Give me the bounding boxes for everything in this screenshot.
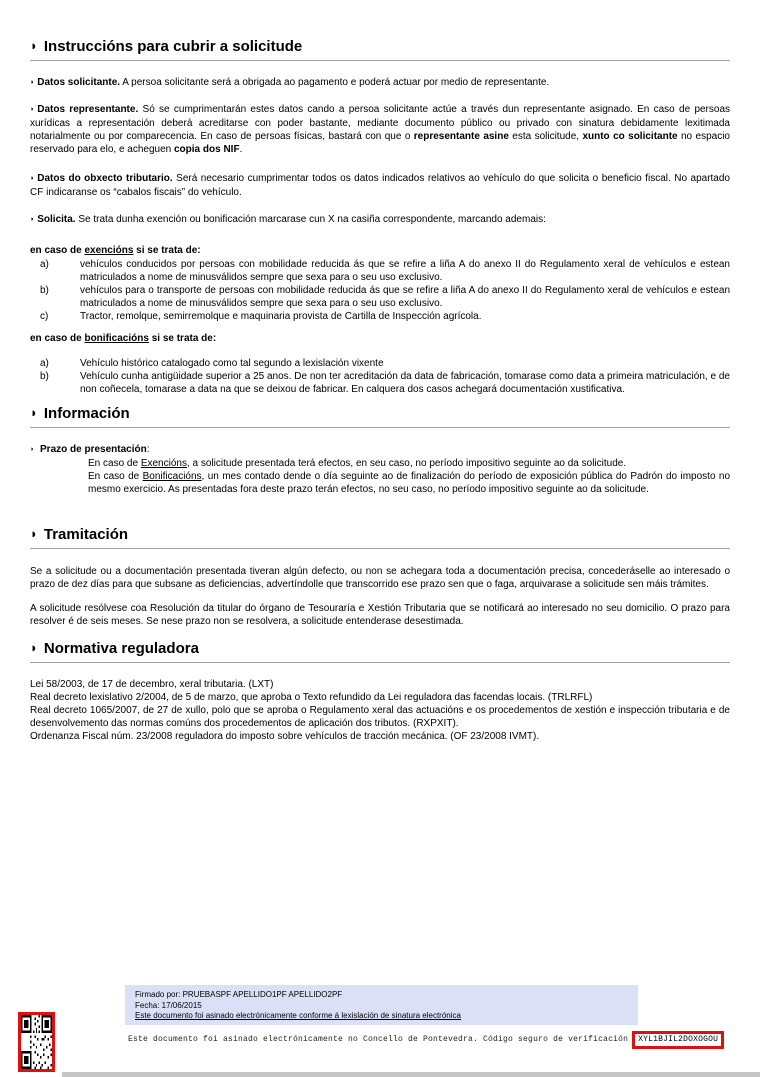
normativa-line: Real decreto 1065/2007, de 27 de xullo, polo que se aproba o Regulamento xeral das actuacións e os procedementos de xestión e inspección tributaria e de desenvolvemento das normas comúns dos procedementos de aplicación dos tributos. (RXPXIT). [30, 705, 730, 729]
section-header-normativa [30, 640, 730, 663]
tramitacion-paragraph: A solicitude resólvese coa Resolución da titular do órgano de Tesouraría e Xestión Tributaria que se notificará ao interesado no seu domicilio. O prazo para resolver é de seis meses. Se nese prazo non se resolvera, a solicitude entenderase desestimada. [30, 603, 730, 627]
page-edge [62, 1072, 760, 1077]
section-bullet-icon: ◗ [30, 38, 38, 53]
para-datos-solicitante [30, 76, 730, 90]
section-header-tramitacion [30, 526, 730, 549]
para-text: Será necesario cumprimentar todos os datos indicados relativos ao vehículo do que solicita o beneficio fiscal. No apartado CF indicaranse os “cabalos fiscais” do vehículo. [30, 173, 730, 198]
verification-line [128, 1031, 724, 1049]
item-bullet-icon: ◗ [30, 106, 35, 113]
para-text: Se trata dunha exención ou bonificación marcarase cun X na casiña correspondente, marcando ademais: [78, 214, 546, 225]
case-text: En caso de [88, 458, 141, 469]
signature-statement: Este documento foi asinado electrónicamente conforme á lexislación de sinatura electrónica [135, 1011, 461, 1020]
qr-code-icon [18, 1012, 55, 1072]
bonificacions-header [30, 332, 730, 345]
section-title: Instruccións para cubrir a solicitude [43, 38, 303, 55]
verification-code: XYL1BJIL2DOXOGOU [632, 1031, 724, 1049]
list-item-key: a) [40, 259, 49, 270]
para-solicita [30, 213, 730, 227]
list-item [30, 258, 730, 284]
verification-text: Este documento foi asinado electrónicamente no Concello de Pontevedra. Código seguro de verificación [128, 1035, 629, 1044]
normativa-line: Ordenanza Fiscal núm. 23/2008 reguladora do imposto sobre vehículos de tracción mecánica. (OF 23/2008 IVMT). [30, 731, 540, 742]
bonificacions-list [30, 357, 730, 396]
section-bullet-icon: ◗ [30, 405, 38, 420]
para-label: Datos solicitante. [37, 77, 121, 88]
item-bullet-icon: ◗ [30, 446, 35, 453]
section-title-row [30, 405, 730, 423]
case-text: , un mes contado dende o día seguinte ao de finalización do período de exposición pública do Padrón do imposto no mesmo exercicio. As presentadas fora deste prazo terán efectos, no seu caso, no período impositivo seguinte ao da solicitude. [88, 471, 731, 495]
section-divider [30, 60, 730, 61]
exencions-list [30, 258, 730, 323]
para-text: . [239, 144, 243, 155]
section-title-row [30, 640, 730, 658]
section-header-instructions [30, 38, 730, 61]
list-item-key: c) [40, 311, 49, 322]
prazo-case-exencions [88, 457, 730, 470]
header-text: en caso de [30, 245, 85, 256]
emphasis-text: copia dos NIF [174, 144, 240, 155]
header-underlined-text: bonificacións [84, 333, 149, 344]
section-title: Información [43, 405, 130, 422]
signature-date: Fecha: 17/06/2015 [135, 1000, 202, 1010]
para-label: Datos representante. [37, 104, 139, 115]
prazo-case-bonificacions [88, 470, 730, 496]
list-item [30, 310, 730, 323]
list-item [30, 284, 730, 310]
signature-box [125, 985, 638, 1025]
list-item-text: vehículos para o transporte de persoas con mobilidade reducida ás que se refire a liña A do anexo II do Regulamento xeral de vehículos e estean matriculados a nome de minusválidos sempre que sexa para o seu uso exclusivo. [80, 285, 730, 309]
item-bullet-icon: ◗ [30, 216, 35, 223]
list-item-key: b) [40, 285, 49, 296]
exencions-header [30, 244, 730, 257]
normativa-lines [30, 678, 730, 743]
list-item-text: Vehículo histórico catalogado como tal segundo a lexislación vixente [80, 358, 384, 369]
para-datos-obxecto [30, 172, 730, 199]
normativa-line: Real decreto lexislativo 2/2004, de 5 de marzo, que aproba o Texto refundido da Lei reguladora das facendas locais. (TRLRFL) [30, 692, 593, 703]
section-title-row [30, 38, 730, 56]
section-divider [30, 662, 730, 663]
item-bullet-icon: ◗ [30, 175, 35, 182]
para-text: Só se cumprimentarán estes datos cando a persoa solicitante actúe a través dun representante asignado. En caso de persoas xurídicas a representación deberá acreditarse con poder bastante, mediante documento público ou privado con sinatura debidamente lexitimada notarialmente ou por comparecencia. En caso de persoas físicas, bastará con que o [30, 104, 731, 142]
para-label: Datos do obxecto tributario. [37, 173, 173, 184]
case-text: En caso de [88, 471, 143, 482]
section-title-row [30, 526, 730, 544]
case-text: , a solicitude presentada terá efectos, en seu caso, no período impositivo seguinte ao da solicitude. [186, 458, 627, 469]
para-text: esta solicitude, [508, 131, 583, 142]
section-header-informacion [30, 405, 730, 428]
para-text: A persoa solicitante será a obrigada ao pagamento e poderá actuar por medio de representante. [122, 77, 550, 88]
header-underlined-text: exencións [84, 245, 134, 256]
header-text: si se trata de: [148, 333, 217, 344]
list-item [30, 357, 730, 370]
item-bullet-icon: ◗ [30, 79, 35, 86]
para-text: no espacio reservado para elo, e acheguen [30, 131, 730, 155]
signature-signer: Firmado por: PRUEBASPF APELLIDO1PF APELLIDO2PF [135, 990, 343, 999]
para-datos-representante [30, 103, 730, 156]
section-title: Tramitación [43, 526, 129, 543]
para-label: Prazo de presentación [40, 444, 147, 455]
list-item [30, 370, 730, 396]
list-item-text: Vehículo cunha antigüidade superior a 25 anos. De non ter acreditación da data de fabricación, tomarase como data a primeira matriculación, e de non coñecela, tomarase a data na que se deixou de fabricar. En calquera dos casos achegará documentación xustificativa. [80, 371, 730, 395]
para-prazo-label [30, 443, 730, 457]
section-bullet-icon: ◗ [30, 640, 38, 655]
list-item-key: b) [40, 371, 49, 382]
list-item-text: vehículos conducidos por persoas con mobilidade reducida ás que se refire a liña A do anexo II do Regulamento xeral de vehículos e estean matriculados a nome de minusválidos sempre que sexa para o seu uso exclusivo. [80, 259, 730, 283]
list-item-key: a) [40, 358, 49, 369]
tramitacion-paragraph: Se a solicitude ou a documentación presentada tiveran algún defecto, ou non se achegara toda a documentación precisa, concederáselle ao interesado o prazo de dez días para que subsane as deficiencias, advertíndolle que transcorrido ese prazo sen que o faga, arquivarase a solicitude sen máis trámites. [30, 566, 730, 590]
header-text: en caso de [30, 333, 85, 344]
list-item-text: Tractor, remolque, semirremolque e maquinaria provista de Cartilla de Inspección agrícola. [80, 311, 482, 322]
para-text: : [146, 444, 150, 455]
header-text: si se trata de: [133, 245, 201, 256]
para-label: Solicita. [37, 214, 76, 225]
case-underlined-text: Exencións [140, 458, 187, 469]
section-title: Normativa reguladora [43, 640, 199, 657]
case-underlined-text: Bonificacións [142, 471, 202, 482]
section-divider [30, 548, 730, 549]
section-bullet-icon: ◗ [30, 526, 38, 541]
normativa-line: Lei 58/2003, de 17 de decembro, xeral tributaria. (LXT) [30, 679, 274, 690]
emphasis-text: representante asine [413, 131, 509, 142]
section-divider [30, 427, 730, 428]
emphasis-text: xunto co solicitante [582, 131, 678, 142]
